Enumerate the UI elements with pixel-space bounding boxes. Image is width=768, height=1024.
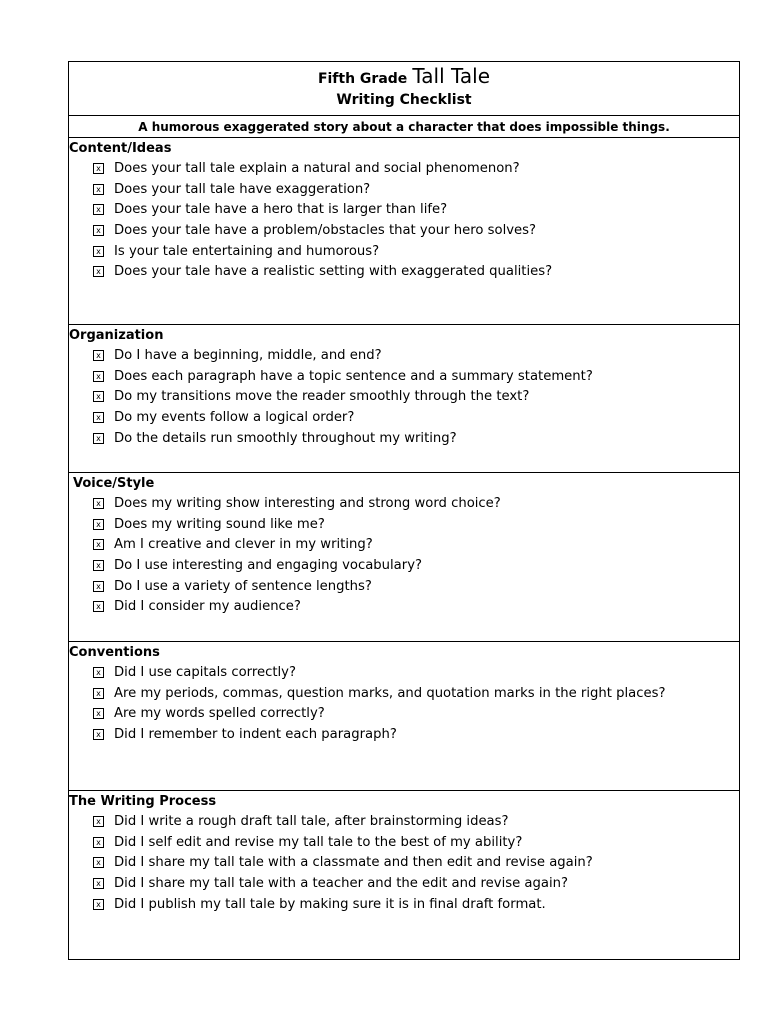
list-item xyxy=(69,367,739,388)
page-subtitle: Writing Checklist xyxy=(336,92,472,108)
checkbox-icon[interactable]: x xyxy=(93,581,104,592)
item-text: Is your tale entertaining and humorous? xyxy=(114,243,380,259)
checkbox-icon[interactable]: x xyxy=(93,816,104,827)
item-text: Did I write a rough draft tall tale, after brainstorming ideas? xyxy=(114,814,509,829)
item-text: Do my transitions move the reader smoothly through the text? xyxy=(114,389,530,405)
checkbox-icon[interactable]: x xyxy=(93,539,104,550)
item-text: Do I have a beginning, middle, and end? xyxy=(114,348,382,363)
list-item xyxy=(69,853,739,874)
checkbox-icon[interactable]: x xyxy=(93,391,104,402)
list-item xyxy=(69,833,739,854)
list-item xyxy=(69,387,739,408)
checkbox-icon[interactable]: x xyxy=(93,412,104,423)
page-title: Tall Tale xyxy=(412,64,491,88)
item-text: Does each paragraph have a topic sentence and a summary statement? xyxy=(114,368,593,384)
item-text: Do the details run smoothly throughout my writing? xyxy=(114,430,457,446)
checkbox-icon[interactable]: x xyxy=(93,433,104,444)
list-item xyxy=(69,242,739,263)
section-content-ideas xyxy=(69,141,739,325)
item-text: Does my writing sound like me? xyxy=(114,516,325,532)
checkbox-icon[interactable]: x xyxy=(93,899,104,910)
section-heading: Organization xyxy=(69,328,164,343)
item-text: Are my words spelled correctly? xyxy=(114,706,325,722)
list-item xyxy=(69,704,739,725)
list-item xyxy=(69,408,739,429)
list-item xyxy=(69,515,739,536)
item-text: Does your tale have a problem/obstacles that your hero solves? xyxy=(114,223,537,239)
list-item xyxy=(69,725,739,746)
item-text: Are my periods, commas, question marks, and quotation marks in the right places? xyxy=(114,685,666,701)
checkbox-icon[interactable]: x xyxy=(93,857,104,868)
title-cell xyxy=(69,62,739,116)
item-text: Did I self edit and revise my tall tale to the best of my ability? xyxy=(114,834,523,850)
item-text: Did I remember to indent each paragraph? xyxy=(114,727,397,743)
item-text: Am I creative and clever in my writing? xyxy=(114,537,373,553)
list-item xyxy=(69,159,739,180)
section-heading: Voice/Style xyxy=(73,476,155,491)
checkbox-icon[interactable]: x xyxy=(93,246,104,257)
definition: A humorous exaggerated story about a character that does impossible things. xyxy=(69,116,739,138)
section-voice-style xyxy=(69,476,739,642)
item-text: Do my events follow a logical order? xyxy=(114,410,355,426)
list-item xyxy=(69,221,739,242)
checkbox-icon[interactable]: x xyxy=(93,519,104,530)
section-organization xyxy=(69,328,739,473)
list-item xyxy=(69,180,739,201)
list-item xyxy=(69,577,739,598)
checkbox-icon[interactable]: x xyxy=(93,350,104,361)
list-item xyxy=(69,535,739,556)
list-item xyxy=(69,262,739,283)
item-text: Does my writing show interesting and strong word choice? xyxy=(114,496,501,511)
item-text: Did I publish my tall tale by making sure it is in final draft format. xyxy=(114,896,546,912)
checklist-items xyxy=(69,663,739,746)
item-text: Does your tall tale explain a natural and social phenomenon? xyxy=(114,161,520,176)
item-text: Does your tale have a realistic setting with exaggerated qualities? xyxy=(114,264,553,280)
section-heading: The Writing Process xyxy=(69,794,217,809)
checkbox-icon[interactable]: x xyxy=(93,266,104,277)
list-item xyxy=(69,200,739,221)
checkbox-icon[interactable]: x xyxy=(93,498,104,509)
checklist-items xyxy=(69,159,739,283)
title-line xyxy=(69,62,739,87)
section-writing-process xyxy=(69,794,739,959)
item-text: Does your tale have a hero that is larger than life? xyxy=(114,202,448,218)
checkbox-icon[interactable]: x xyxy=(93,371,104,382)
checklist-items xyxy=(69,346,739,449)
list-item xyxy=(69,895,739,916)
checkbox-icon[interactable]: x xyxy=(93,560,104,571)
section-heading: Content/Ideas xyxy=(69,141,172,156)
section-heading: Conventions xyxy=(69,645,160,660)
checkbox-icon[interactable]: x xyxy=(93,878,104,889)
list-item xyxy=(69,812,739,833)
list-item xyxy=(69,597,739,618)
checklist-sheet xyxy=(68,61,740,960)
checkbox-icon[interactable]: x xyxy=(93,601,104,612)
checkbox-icon[interactable]: x xyxy=(93,837,104,848)
item-text: Did I consider my audience? xyxy=(114,599,301,615)
checkbox-icon[interactable]: x xyxy=(93,225,104,236)
list-item xyxy=(69,663,739,684)
item-text: Does your tall tale have exaggeration? xyxy=(114,181,371,197)
item-text: Do I use interesting and engaging vocabulary? xyxy=(114,558,422,574)
section-conventions xyxy=(69,645,739,791)
list-item xyxy=(69,556,739,577)
list-item xyxy=(69,429,739,450)
list-item xyxy=(69,684,739,705)
checklist-items xyxy=(69,812,739,915)
checkbox-icon[interactable]: x xyxy=(93,667,104,678)
checkbox-icon[interactable]: x xyxy=(93,708,104,719)
checklist-items xyxy=(69,494,739,618)
item-text: Do I use a variety of sentence lengths? xyxy=(114,578,372,594)
checkbox-icon[interactable]: x xyxy=(93,204,104,215)
item-text: Did I use capitals correctly? xyxy=(114,665,296,680)
list-item xyxy=(69,874,739,895)
grade-label: Fifth Grade xyxy=(317,71,408,87)
list-item xyxy=(69,346,739,367)
item-text: Did I share my tall tale with a teacher and the edit and revise again? xyxy=(114,876,568,892)
checkbox-icon[interactable]: x xyxy=(93,688,104,699)
checkbox-icon[interactable]: x xyxy=(93,163,104,174)
checkbox-icon[interactable]: x xyxy=(93,729,104,740)
item-text: Did I share my tall tale with a classmate and then edit and revise again? xyxy=(114,855,593,871)
checkbox-icon[interactable]: x xyxy=(93,184,104,195)
list-item xyxy=(69,494,739,515)
